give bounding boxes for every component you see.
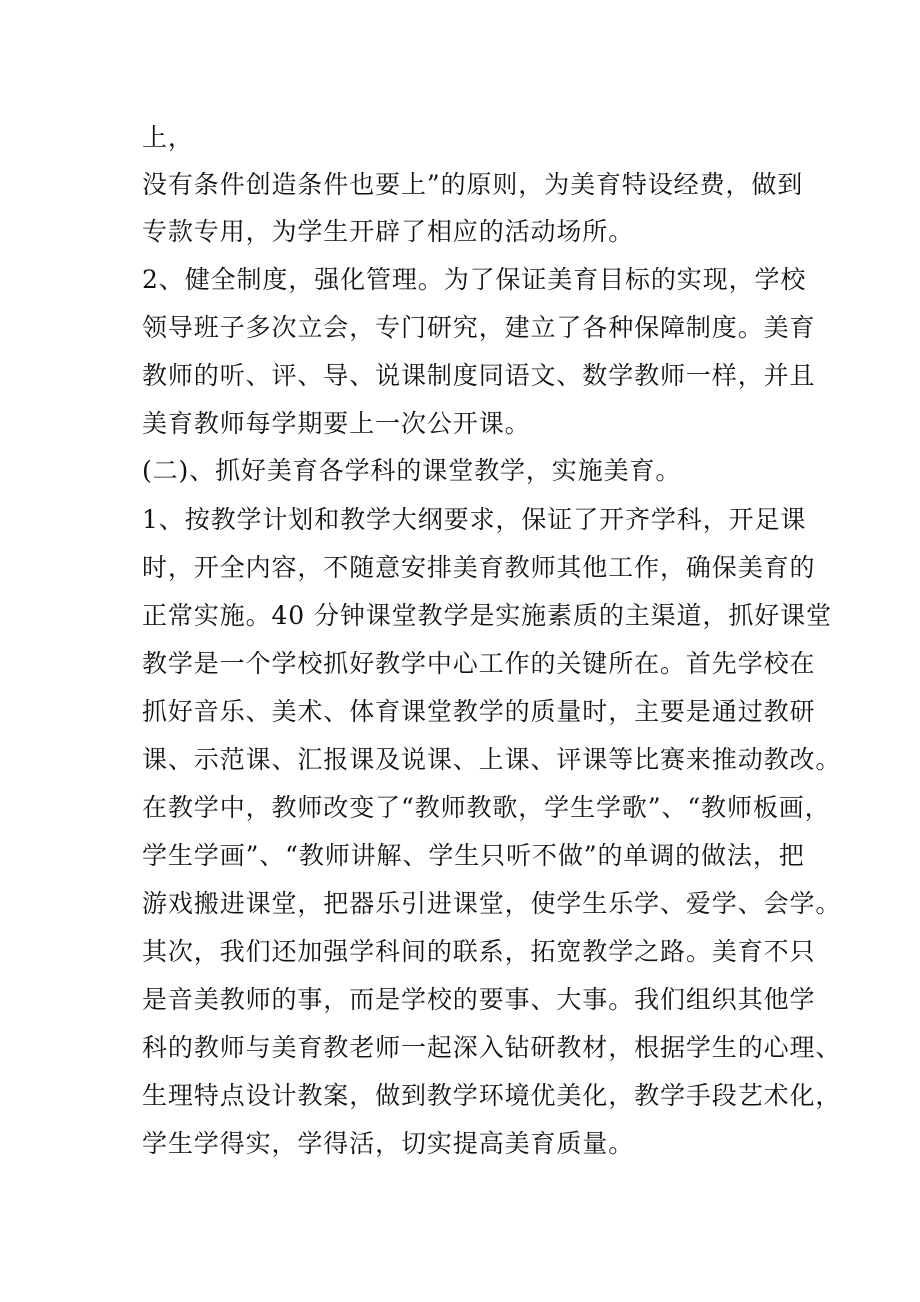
text-line: 领导班子多次立会，专门研究，建立了各种保障制度。美育 [142, 313, 816, 342]
text-line: 专款专用，为学生开辟了相应的活动场所。 [142, 217, 635, 246]
text-line: 上， [142, 123, 194, 152]
text-line: 1、按教学计划和教学大纲要求，保证了开齐学科，开足课 [142, 505, 807, 534]
text-line: 游戏搬进课堂，把器乐引进课堂，使学生乐学、爱学、会学。 [142, 889, 842, 918]
text-line: 课、示范课、汇报课及说课、上课、评课等比赛来推动教改。 [142, 745, 842, 774]
text-line: 在教学中，教师改变了“教师教歌，学生学歌”、“教师板画， [142, 793, 831, 822]
text-line: 美育教师每学期要上一次公开课。 [142, 409, 531, 438]
text-line: (二)、抓好美育各学科的课堂教学，实施美育。 [142, 456, 682, 485]
text-line: 学生学画”、“教师讲解、学生只听不做”的单调的做法，把 [142, 841, 805, 870]
text-line: 没有条件创造条件也要上”的原则，为美育特设经费，做到 [142, 170, 804, 199]
text-line: 是音美教师的事，而是学校的要事、大事。我们组织其他学 [142, 985, 816, 1014]
text-line: 其次，我们还加强学科间的联系，拓宽教学之路。美育不只 [142, 937, 816, 966]
text-line: 正常实施。40 分钟课堂教学是实施素质的主渠道，抓好课堂 [142, 601, 832, 630]
text-line: 2、健全制度，强化管理。为了保证美育目标的实现，学校 [142, 265, 807, 294]
text-line: 教学是一个学校抓好教学中心工作的关键所在。首先学校在 [142, 649, 816, 678]
text-line: 学生学得实，学得活，切实提高美育质量。 [142, 1129, 635, 1158]
text-line: 抓好音乐、美术、体育课堂教学的质量时，主要是通过教研 [142, 697, 816, 726]
text-line: 科的教师与美育教老师一起深入钻研教材，根据学生的心理、 [142, 1033, 842, 1062]
text-line: 时，开全内容，不随意安排美育教师其他工作，确保美育的 [142, 553, 816, 582]
text-line: 教师的听、评、导、说课制度同语文、数学教师一样，并且 [142, 361, 816, 390]
text-line: 生理特点设计教案，做到教学环境优美化，教学手段艺术化， [142, 1081, 842, 1110]
